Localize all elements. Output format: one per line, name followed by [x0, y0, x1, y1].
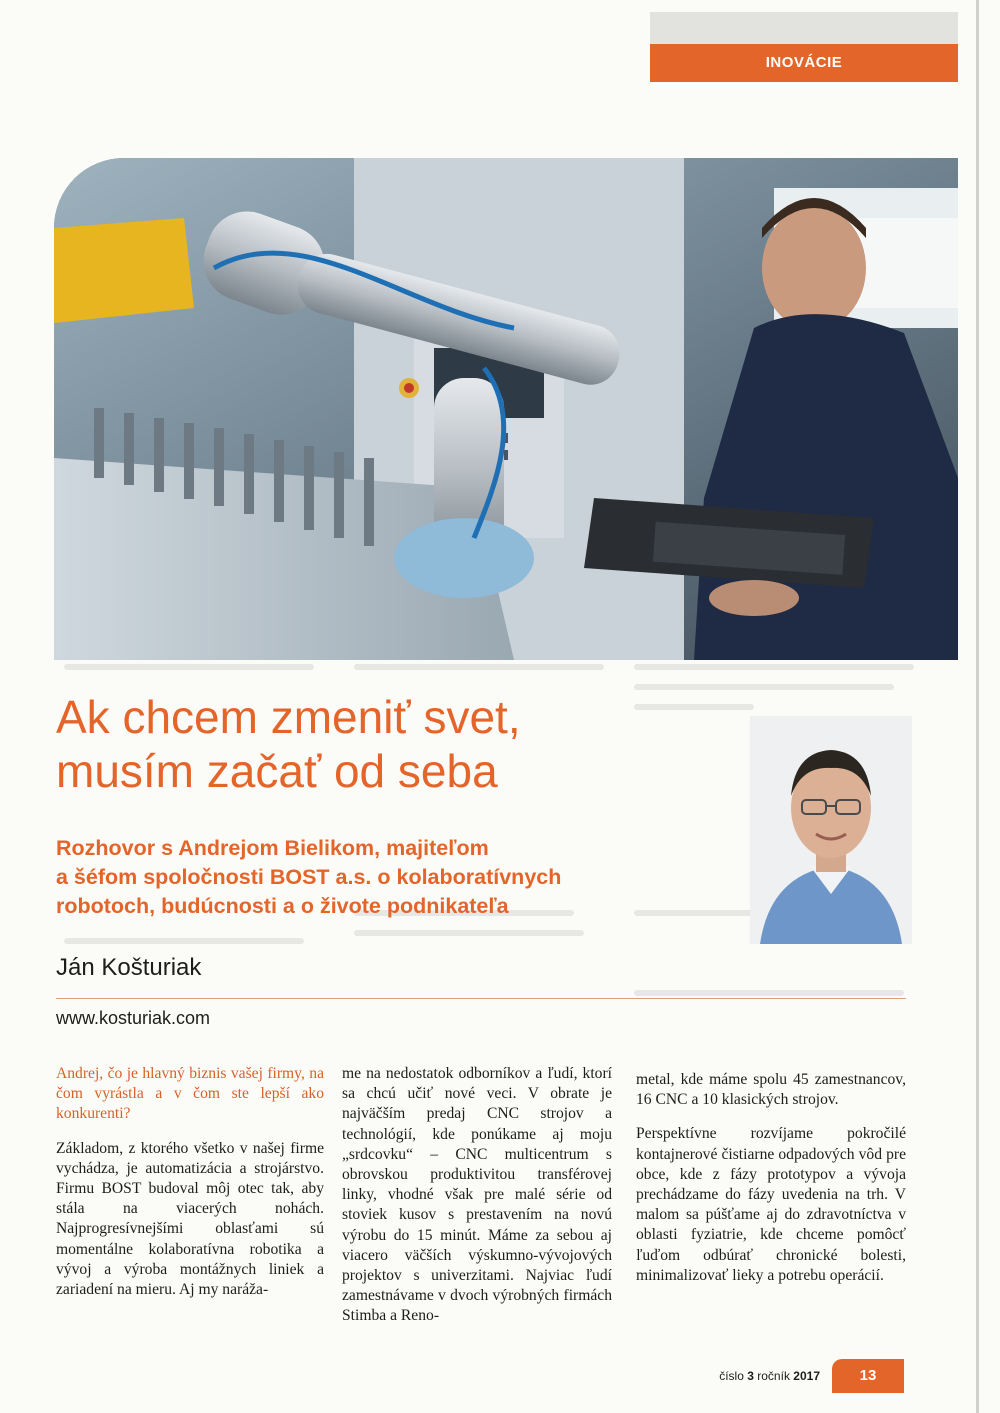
author-name: Ján Košturiak [56, 954, 202, 981]
section-tag [650, 12, 958, 82]
volume-label: ročník [757, 1369, 790, 1383]
divider [56, 998, 906, 999]
author-website-link[interactable]: www.kosturiak.com [56, 1008, 211, 1028]
robot-arm-photo-illustration [54, 158, 958, 660]
author-portrait-photo [750, 716, 912, 944]
article-title [56, 690, 716, 798]
scan-edge-line [976, 0, 979, 1413]
hero-photo [54, 158, 958, 660]
article-subtitle [56, 834, 646, 921]
issue-info [719, 1369, 820, 1383]
portrait-illustration [750, 716, 912, 944]
subtitle-line: robotoch, budúcnosti a o živote podnikateľa [56, 894, 509, 918]
interview-question: Andrej, čo je hlavný biznis vašej firmy, na čom vyrástla a v čom ste lepší ako konkurenti? [56, 1065, 324, 1123]
interview-answer-continued: metal, kde máme spolu 45 zamestnancov, 16 CNC a 10 klasických strojov. [636, 1071, 906, 1109]
page-footer [719, 1359, 904, 1393]
interview-answer: Základom, z ktorého všetko v našej firme vychádza, je automatizácia a strojárstvo. Firmu BOST budoval môj otec tak, aby stála na viacerých nohách. Najprogresívnejšími oblasťami sú momentálne kolaboratívna robotika a vývoj a výroba montážnych liniek a zariadení na mieru. Aj my naráža- [56, 1139, 324, 1299]
article-column-3 [636, 1070, 906, 1300]
issue-label: číslo [719, 1369, 744, 1383]
interview-answer-paragraph: Perspektívne rozvíjame pokročilé kontajnerové čistiarne odpadových vôd pre obce, kde z fázy prototypov a vývoja prechádzame do fázy uvedenia na trh. V malom sa púšťame aj do zdravotníctva v oblasti fyziatrie, kde chceme pomôcť ľuďom odbúrať chronické bolesti, minimalizovať lieky a potrebu operácií. [636, 1125, 906, 1284]
article-column-2 [342, 1064, 612, 1341]
section-tag-label: INOVÁCIE [650, 44, 958, 82]
page-number: 13 [832, 1359, 904, 1393]
article-title-line1: Ak chcem zmeniť svet, [56, 691, 521, 743]
interview-answer-continued: me na nedostatok odborníkov a ľudí, ktorí sa chcú učiť nové veci. V obrate je najväčším predaj CNC strojov a technológií, kde ponúkame aj moju „srdcovku“ – CNC multicentrum s obrovskou produktivitou transférovej linky, vhodné však pre malé série od stoviek kusov s prestavením na novú výrobu do 15 minút. Máme za sebou aj viacero väčších výskumno-vývojových projektov s univerzitami. Najviac ľudí zamestnávame v dvoch výrobných firmách Stimba a Reno- [342, 1065, 612, 1325]
issue-year: 2017 [793, 1369, 820, 1383]
subtitle-line: a šéfom spoločnosti BOST a.s. o kolaboratívnych [56, 865, 562, 889]
article-title-line2: musím začať od seba [56, 745, 498, 797]
article-column-1 [56, 1064, 324, 1314]
subtitle-line: Rozhovor s Andrejom Bielikom, majiteľom [56, 836, 489, 860]
issue-number: 3 [747, 1369, 754, 1383]
